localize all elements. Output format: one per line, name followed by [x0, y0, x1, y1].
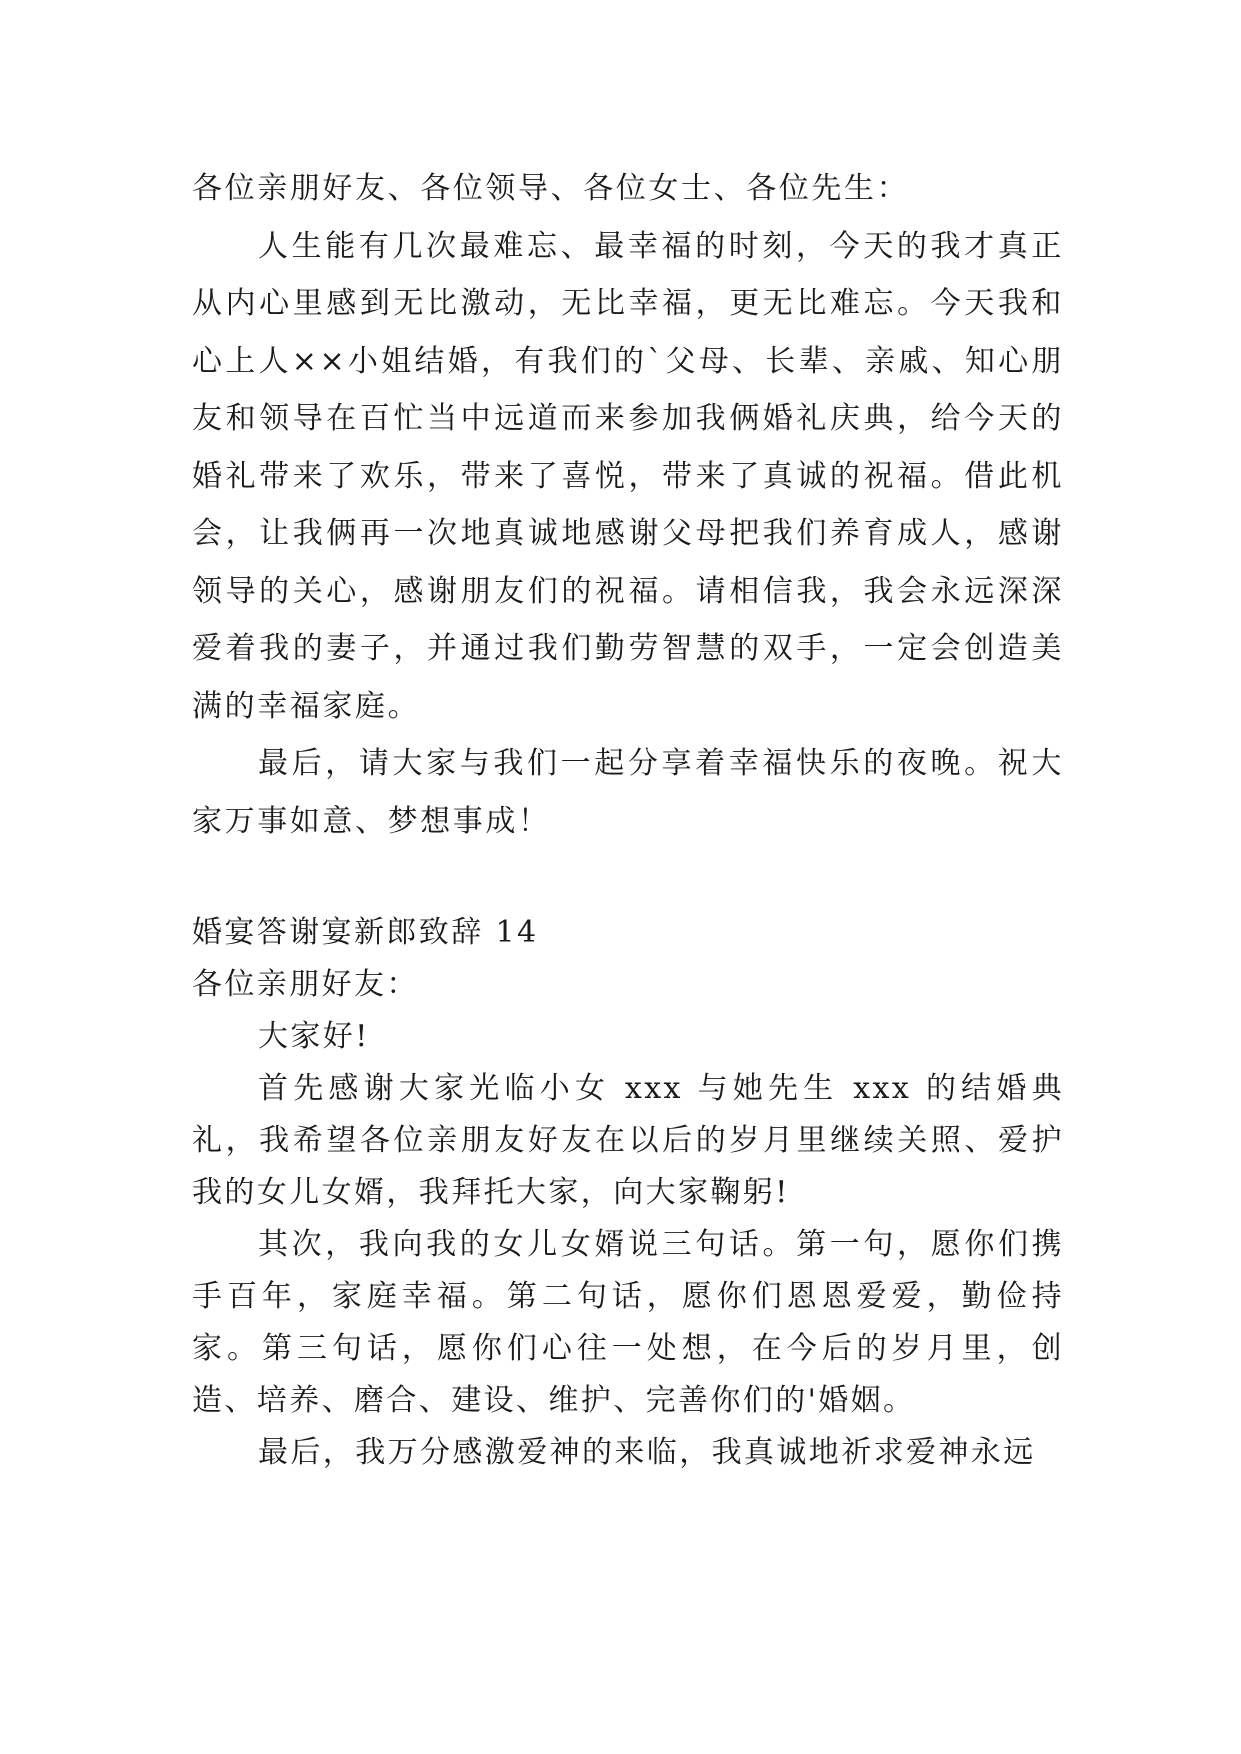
document-body	[192, 160, 1064, 1479]
body-paragraph: 首先感谢大家光临小女 xxx 与她先生 xxx 的结婚典礼，我希望各位亲朋友好友在以后的岁月里继续关照、爱护我的女儿女婿，我拜托大家，向大家鞠躬!	[192, 1071, 1064, 1210]
greeting-paragraph: 大家好!	[258, 1019, 370, 1054]
closing-paragraph: 最后，我万分感激爱神的来临，我真诚地祈求爱神永远	[258, 1435, 1036, 1470]
speech-section-2	[192, 907, 1064, 1479]
salutation: 各位亲朋好友：	[192, 967, 419, 1002]
closing-paragraph: 最后，请大家与我们一起分享着幸福快乐的夜晚。祝大家万事如意、梦想事成！	[192, 746, 1064, 839]
body-paragraph: 人生能有几次最难忘、最幸福的时刻，今天的我才真正从内心里感到无比激动，无比幸福，更无比难忘。今天我和心上人××小姐结婚，有我们的`父母、长辈、亲戚、知心朋友和领导在百忙当中远道而来参加我俩婚礼庆典，给今天的婚礼带来了欢乐，带来了喜悦，带来了真诚的祝福。借此机会，让我俩再一次地真诚地感谢父母把我们养育成人，感谢领导的关心，感谢朋友们的祝福。请相信我，我会永远深深爱着我的妻子，并通过我们勤劳智慧的双手，一定会创造美满的幸福家庭。	[192, 228, 1064, 724]
section-title: 婚宴答谢宴新郎致辞 14	[192, 915, 539, 950]
speech-section-1	[192, 160, 1064, 850]
section-spacer	[192, 850, 1064, 907]
body-paragraph: 其次，我向我的女儿女婿说三句话。第一句，愿你们携手百年，家庭幸福。第二句话，愿你们恩恩爱爱，勤俭持家。第三句话，愿你们心往一处想，在今后的岁月里，创造、培养、磨合、建设、维护、完善你们的'婚姻。	[192, 1227, 1064, 1418]
salutation: 各位亲朋好友、各位领导、各位女士、各位先生：	[192, 171, 910, 206]
